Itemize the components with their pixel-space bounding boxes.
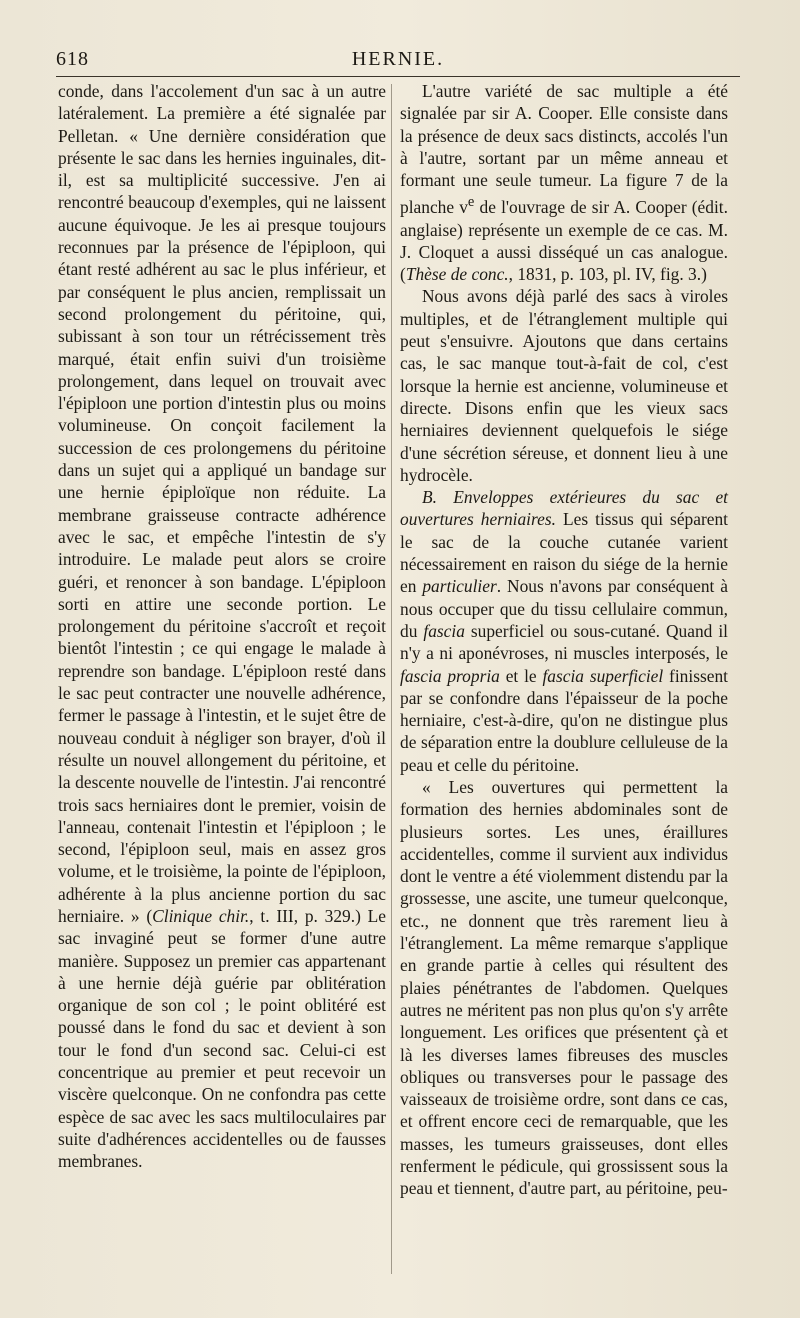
left-paragraph-1: conde, dans l'accolement d'un sac à un autre latéralement. La première a été signalée par Pelletan. « Une dernière considération que présente le sac dans les hernies inguinales, dit-il, est sa multiplicité successive. J'en ai rencontré beaucoup d'exemples, qui ne laissent aucune équivoque. Je les ai presque toujours reconnues par la présence de l'épiploon, qui étant resté adhérent au sac le plus inférieur, et par conséquent le plus ancien, remplissait un second prolongement du péritoine, qui, subissant à son tour un rétrécissement très marqué, était enfin suivi d'un troisième prolongement, dans lequel on trouvait avec l'épiploon une portion d'intestin plus ou moins volumineuse. On conçoit facilement la succession de ces prolongemens du péritoine dans un sujet qui a appliqué un bandage sur une hernie épiploïque non réduite. La membrane graisseuse contracte adhérence avec le sac, et empêche l'intestin de s'y introduire. Le malade peut alors se croire guéri, et renoncer à son bandage. L'épiploon sorti en attire une seconde portion. Le prolongement du péritoine s'accroît et reçoit bientôt l'intestin ; ce qui engage le malade à reprendre son bandage. L'épiploon resté dans le sac peut contracter une nouvelle adhérence, fermer le passage à l'intestin, et le sujet être de nouveau conduit à négliger son brayer, d'où il résulte un nouvel allongement du péritoine, et la descente nouvelle de l'intestin. J'ai rencontré trois sacs herniaires dont le premier, voisin de l'anneau, contenait l'intestin et l'épiploon ; le second, l'épiploon seul, mais en assez gros volume, et le troisième, la pointe de l'épiploon, adhérente à la plus ancienne portion du sac herniaire. » (Clinique chir., t. III, p. 329.) Le sac invaginé peut se former d'une autre manière. Supposez un premier cas appartenant à une hernie déjà guérie par oblitération organique de son col ; le point oblitéré est poussé dans le fond du sac et devient à son tour le fond d'un second sac. Celui-ci est concentrique au premier et peut recevoir un viscère quelconque. On ne confondra pas cette espèce de sac avec les sacs multiloculaires par suite d'adhérences accidentelles ou de fausses membranes. [58, 81, 386, 1172]
right-paragraph-3: B. Enveloppes extérieures du sac et ouvertures herniaires. Les tissus qui séparent le sac de la couche cutanée varient nécessairement en raison du siége de la hernie en particulier. Nous n'avons par conséquent à nous occuper que du tissu cellulaire commun, du fascia superficiel ou sous-cutané. Quand il n'y a ni aponévroses, ni muscles interposés, le fascia propria et le fascia superficiel finissent par se confondre dans l'épaisseur de la poche herniaire, c'est-à-dire, qu'on ne distingue plus de séparation entre la doublure celluleuse de la peau et celle du péritoine. [400, 487, 728, 775]
citation-clinique: Clinique chir. [152, 905, 250, 926]
section-heading-b: B. Enveloppes extérieures du sac et ouvertures herniaires. [400, 487, 728, 530]
page-number: 618 [56, 48, 89, 70]
column-divider [391, 84, 392, 1274]
right-paragraph-4: « Les ouvertures qui permettent la formation des hernies abdominales sont de plusieurs sortes. Les unes, éraillures accidentelles, comme il survient aux individus dont le ventre a été violemment distendu par la grossesse, une ascite, une tumeur quelconque, etc., ne donnent que très rarement lieu à l'étranglement. La même remarque s'applique en grande partie à celles qui résultent des plaies pénétrantes de l'abdomen. Quelques autres ne méritent pas non plus qu'on s'y arrête longuement. Les orifices que présentent çà et là les diverses lames fibreuses des muscles obliques ou transverses pour le passage des vaisseaux de troisième ordre, sont dans ce cas, et offrent encore ceci de remarquable, que les masses, les tumeurs graisseuses, dont elles renferment le pédicule, qui grossissent sous la peau et tiennent, d'autre part, au péritoine, peu- [400, 777, 728, 1199]
citation-these: Thèse de conc. [405, 264, 509, 285]
running-title: HERNIE. [351, 48, 445, 70]
right-paragraph-2: Nous avons déjà parlé des sacs à viroles multiples, et de l'étranglement multiple qui peut s'ensuivre. Ajoutons que dans certains cas, le sac manque tout-à-fait de col, c'est lorsque la hernie est ancienne, volumineuse et directe. Disons enfin que les vieux sacs herniaires deviennent quelquefois le siége d'une sécrétion séreuse, et donnent lieu à une hydrocèle. [400, 286, 728, 485]
right-column [400, 80, 728, 1200]
left-column [58, 80, 386, 1173]
page-header [56, 48, 740, 76]
header-rule [56, 76, 740, 77]
right-paragraph-1: L'autre variété de sac multiple a été signalée par sir A. Cooper. Elle consiste dans la présence de deux sacs distincts, accolés l'un à l'autre, sortant par un même anneau et formant une seule tumeur. La figure 7 de la planche $v^e$ de l'ouvrage de sir A. Cooper (édit. anglaise) représente un exemple de ce cas. M. J. Cloquet a aussi disséqué un cas analogue. (Thèse de conc., 1831, p. 103, pl. IV, fig. 3.) [400, 81, 728, 285]
